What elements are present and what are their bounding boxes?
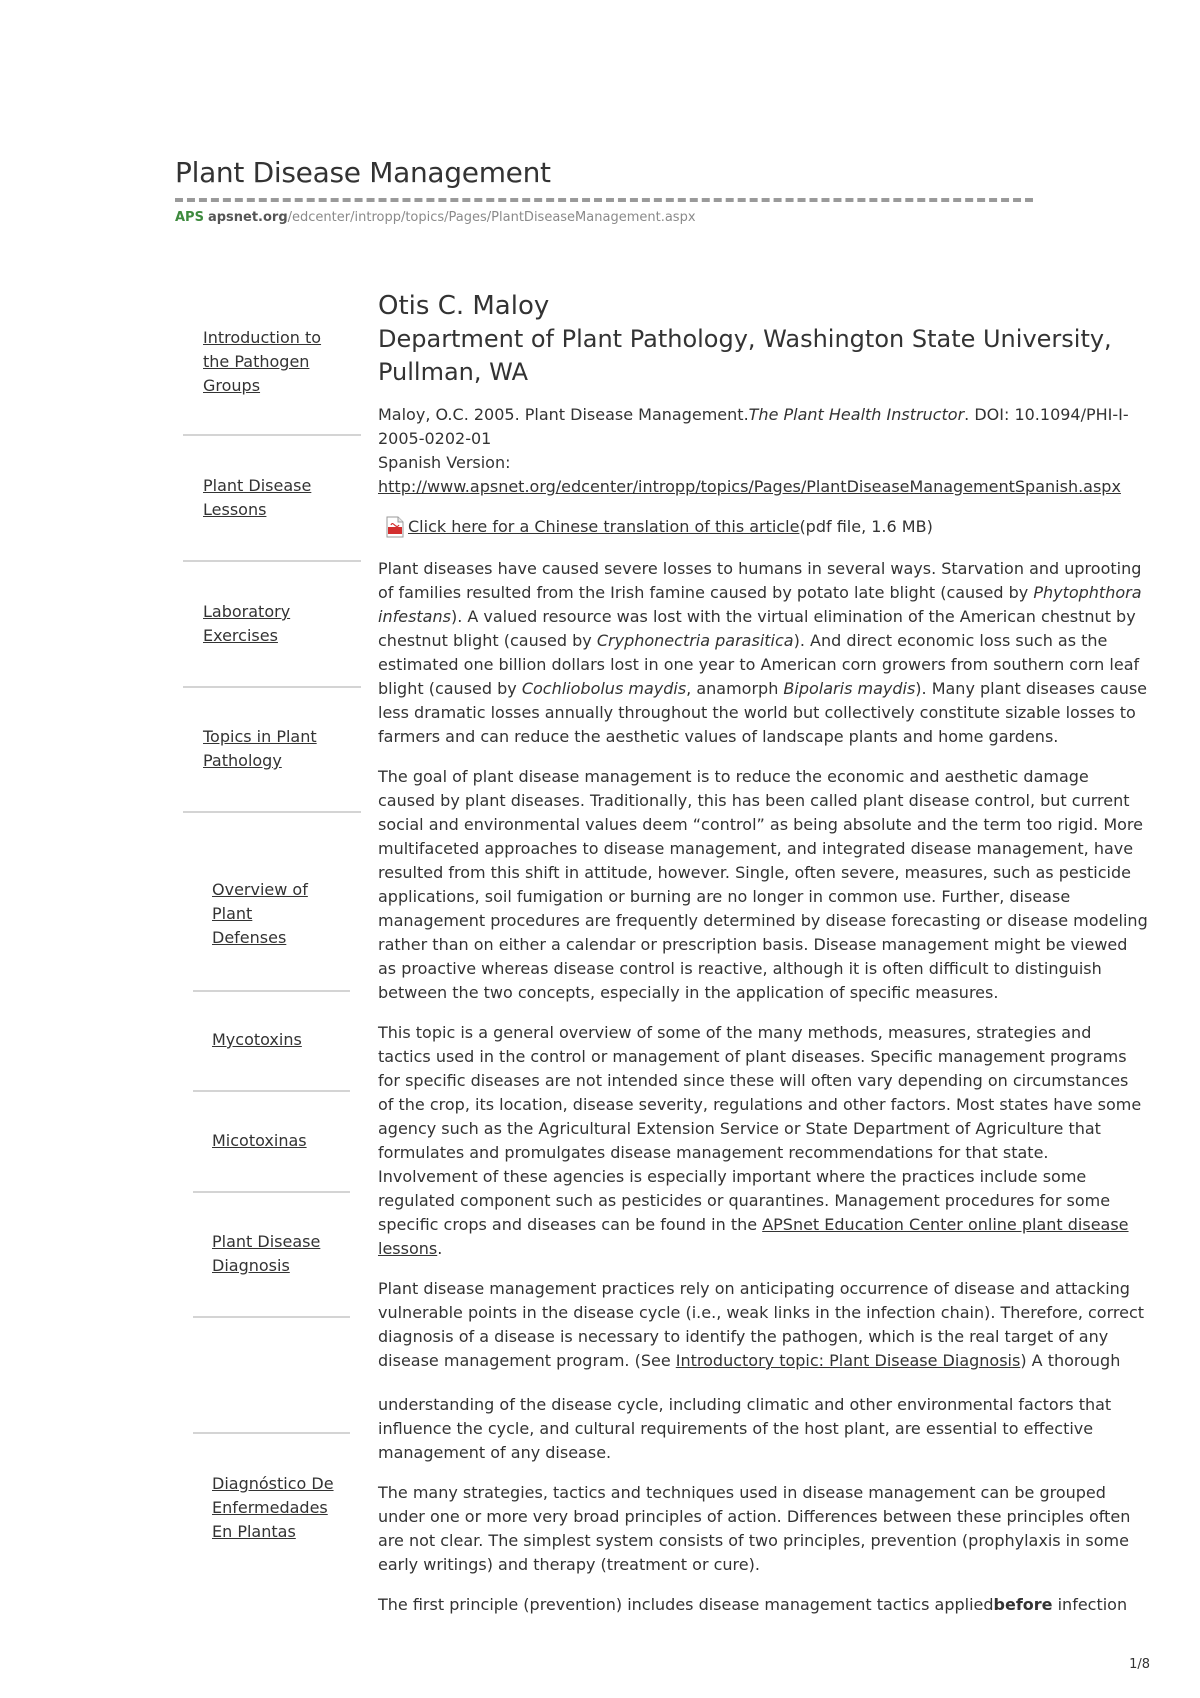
author-name: Otis C. Maloy [378,291,550,321]
paragraph-5: The many strategies, tactics and techniques used in disease management can be grouped under one or more very broad principles of action. Differences between these principles often are not clear. The simplest system consists of two principles, prevention (prophylaxis in some early writings) and therapy (treatment or cure). [378,1483,1131,1574]
paragraph-text: ). Many plant diseases cause less dramatic losses annually throughout the world but collectively constitute sizable losses to farmers and can reduce the aesthetic values of landscape plants and home gardens. [378,679,1148,746]
sidebar-divider [193,1191,350,1193]
paragraph-text: . [437,1239,443,1258]
citation [378,403,1148,451]
chinese-translation-note: (pdf file, 1.6 MB) [799,517,933,536]
emphasis-text: before [993,1595,1053,1614]
species-name: Cryphonectria parasitica [596,631,794,650]
sidebar-item-laboratory-exercises[interactable]: Laboratory Exercises [203,602,291,645]
paragraph-text: ). And direct economic loss such as the estimated one billion dollars lost in one year to American corn growers from southern corn leaf blight (caused by [378,631,1140,698]
paragraph-text: ). A valued resource was lost with the virtual elimination of the American chestnut by chestnut blight (caused by [378,607,1136,650]
sidebar-item-introduction-to-pathogen-groups[interactable]: Introduction to the Pathogen Groups [203,328,322,395]
citation-text: Maloy, O.C. 2005. Plant Disease Management. [378,405,749,424]
paragraph-text: , anamorph [686,679,784,698]
aps-logo: APS [175,210,204,225]
citation-doi: . DOI: 10.1094/PHI-I-2005-0202-01 [378,405,1129,448]
species-name: Bipolaris maydis [783,679,916,698]
apsnet-lessons-link[interactable]: APSnet Education Center online plant disease lessons [378,1215,1129,1258]
sidebar-item-overview-of-plant-defenses[interactable]: Overview of Plant Defenses [212,880,308,947]
sidebar-divider [193,1090,350,1092]
paragraph-text: infection [1052,1595,1128,1614]
sidebar-item-plant-disease-diagnosis[interactable]: Plant Disease Diagnosis [212,1232,321,1275]
paragraph-text: The first principle (prevention) includes disease management tactics applied [378,1595,994,1614]
author-affiliation: Department of Plant Pathology, Washington State University, Pullman, WA [378,325,1112,386]
chinese-translation-link[interactable]: Click here for a Chinese translation of this article [408,517,800,536]
sidebar-divider [193,990,350,992]
sidebar-divider [193,1316,350,1318]
sidebar-item-plant-disease-lessons[interactable]: Plant Disease Lessons [203,476,312,519]
species-name: Phytophthora infestans [378,583,1142,626]
paragraph-6 [378,1593,1148,1617]
pdf-file-icon [386,516,404,538]
paragraph-2: The goal of plant disease management is to reduce the economic and aesthetic damage caused by plant diseases. Traditionally, this has been called plant disease control, but current social and environmental values deem “control” as being absolute and the term too rigid. More multifaceted approaches to disease management, and integrated disease management, have resulted from this shift in attitude, however. Single, often severe, measures, such as pesticide applications, soil fumigation or burning are no longer in common use. Further, disease management procedures are frequently determined by disease forecasting or disease modeling rather than on either a calendar or prescription basis. Disease management might be viewed as proactive whereas disease control is reactive, although it is often difficult to distinguish between the two concepts, especially in the application of specific measures. [378,767,1148,1002]
paragraph-text: This topic is a general overview of some of the many methods, measures, strategies and tactics used in the control or management of plant diseases. Specific management programs for specific diseases are not intended since these will often vary depending on circumstances of the crop, its location, disease severity, regulations and other factors. Most states have some agency such as the Agricultural Extension Service or State Department of Agriculture that formulates and promulgates disease management recommendations for that state. Involvement of these agencies is especially important where the practices include some regulated component such as pesticides or quarantines. Management procedures for some specific crops and diseases can be found in the [378,1023,1142,1234]
paragraph-3 [378,1021,1148,1261]
sidebar-divider [183,560,361,562]
page-title: Plant Disease Management [175,156,551,189]
paragraph-1 [378,557,1148,749]
sidebar-item-micotoxinas[interactable]: Micotoxinas [212,1131,307,1150]
sidebar-divider [183,686,361,688]
diagnosis-topic-link[interactable]: Introductory topic: Plant Disease Diagnosis [675,1351,1021,1370]
species-name: Cochliobolus maydis [521,679,687,698]
paragraph-text: Plant disease management practices rely on anticipating occurrence of disease and attacking vulnerable points in the disease cycle (i.e., weak links in the infection chain). Therefore, correct diagnosis of a disease is necessary to identify the pathogen, which is the real target of any disease management program. (See [378,1279,1145,1370]
sidebar-item-topics-in-plant-pathology[interactable]: Topics in Plant Pathology [203,727,317,770]
page-number: 1/8 [1129,1657,1150,1672]
sidebar-divider [183,811,361,813]
paragraph-text: Plant diseases have caused severe losses to humans in several ways. Starvation and uprooting of families resulted from the Irish famine caused by potato late blight (caused by [378,559,1142,602]
paragraph-4 [378,1277,1148,1373]
article-body [378,290,1148,1633]
sidebar-divider [183,434,361,436]
chinese-translation-row [386,515,1148,539]
paragraph-4-continued: understanding of the disease cycle, including climatic and other environmental factors that influence the cycle, and cultural requirements of the host plant, are essential to effective management of any disease. [378,1395,1112,1462]
header-divider [175,198,1033,202]
source-url [175,210,696,225]
source-domain: apsnet.org [207,210,288,225]
spanish-version-row [378,475,1148,499]
sidebar-item-diagnostico-de-enfermedades[interactable]: Diagnóstico De Enfermedades En Plantas [212,1474,334,1541]
sidebar-divider [193,1432,350,1434]
citation-journal: The Plant Health Instructor [748,405,965,424]
spanish-version-link[interactable]: http://www.apsnet.org/edcenter/intropp/topics/Pages/PlantDiseaseManagementSpanish.aspx [378,477,1121,496]
spanish-version-label: Spanish Version: [378,453,511,472]
paragraph-text: ) A thorough [1020,1351,1121,1370]
source-path: /edcenter/intropp/topics/Pages/PlantDiseaseManagement.aspx [287,210,696,225]
sidebar-item-mycotoxins[interactable]: Mycotoxins [212,1030,302,1049]
